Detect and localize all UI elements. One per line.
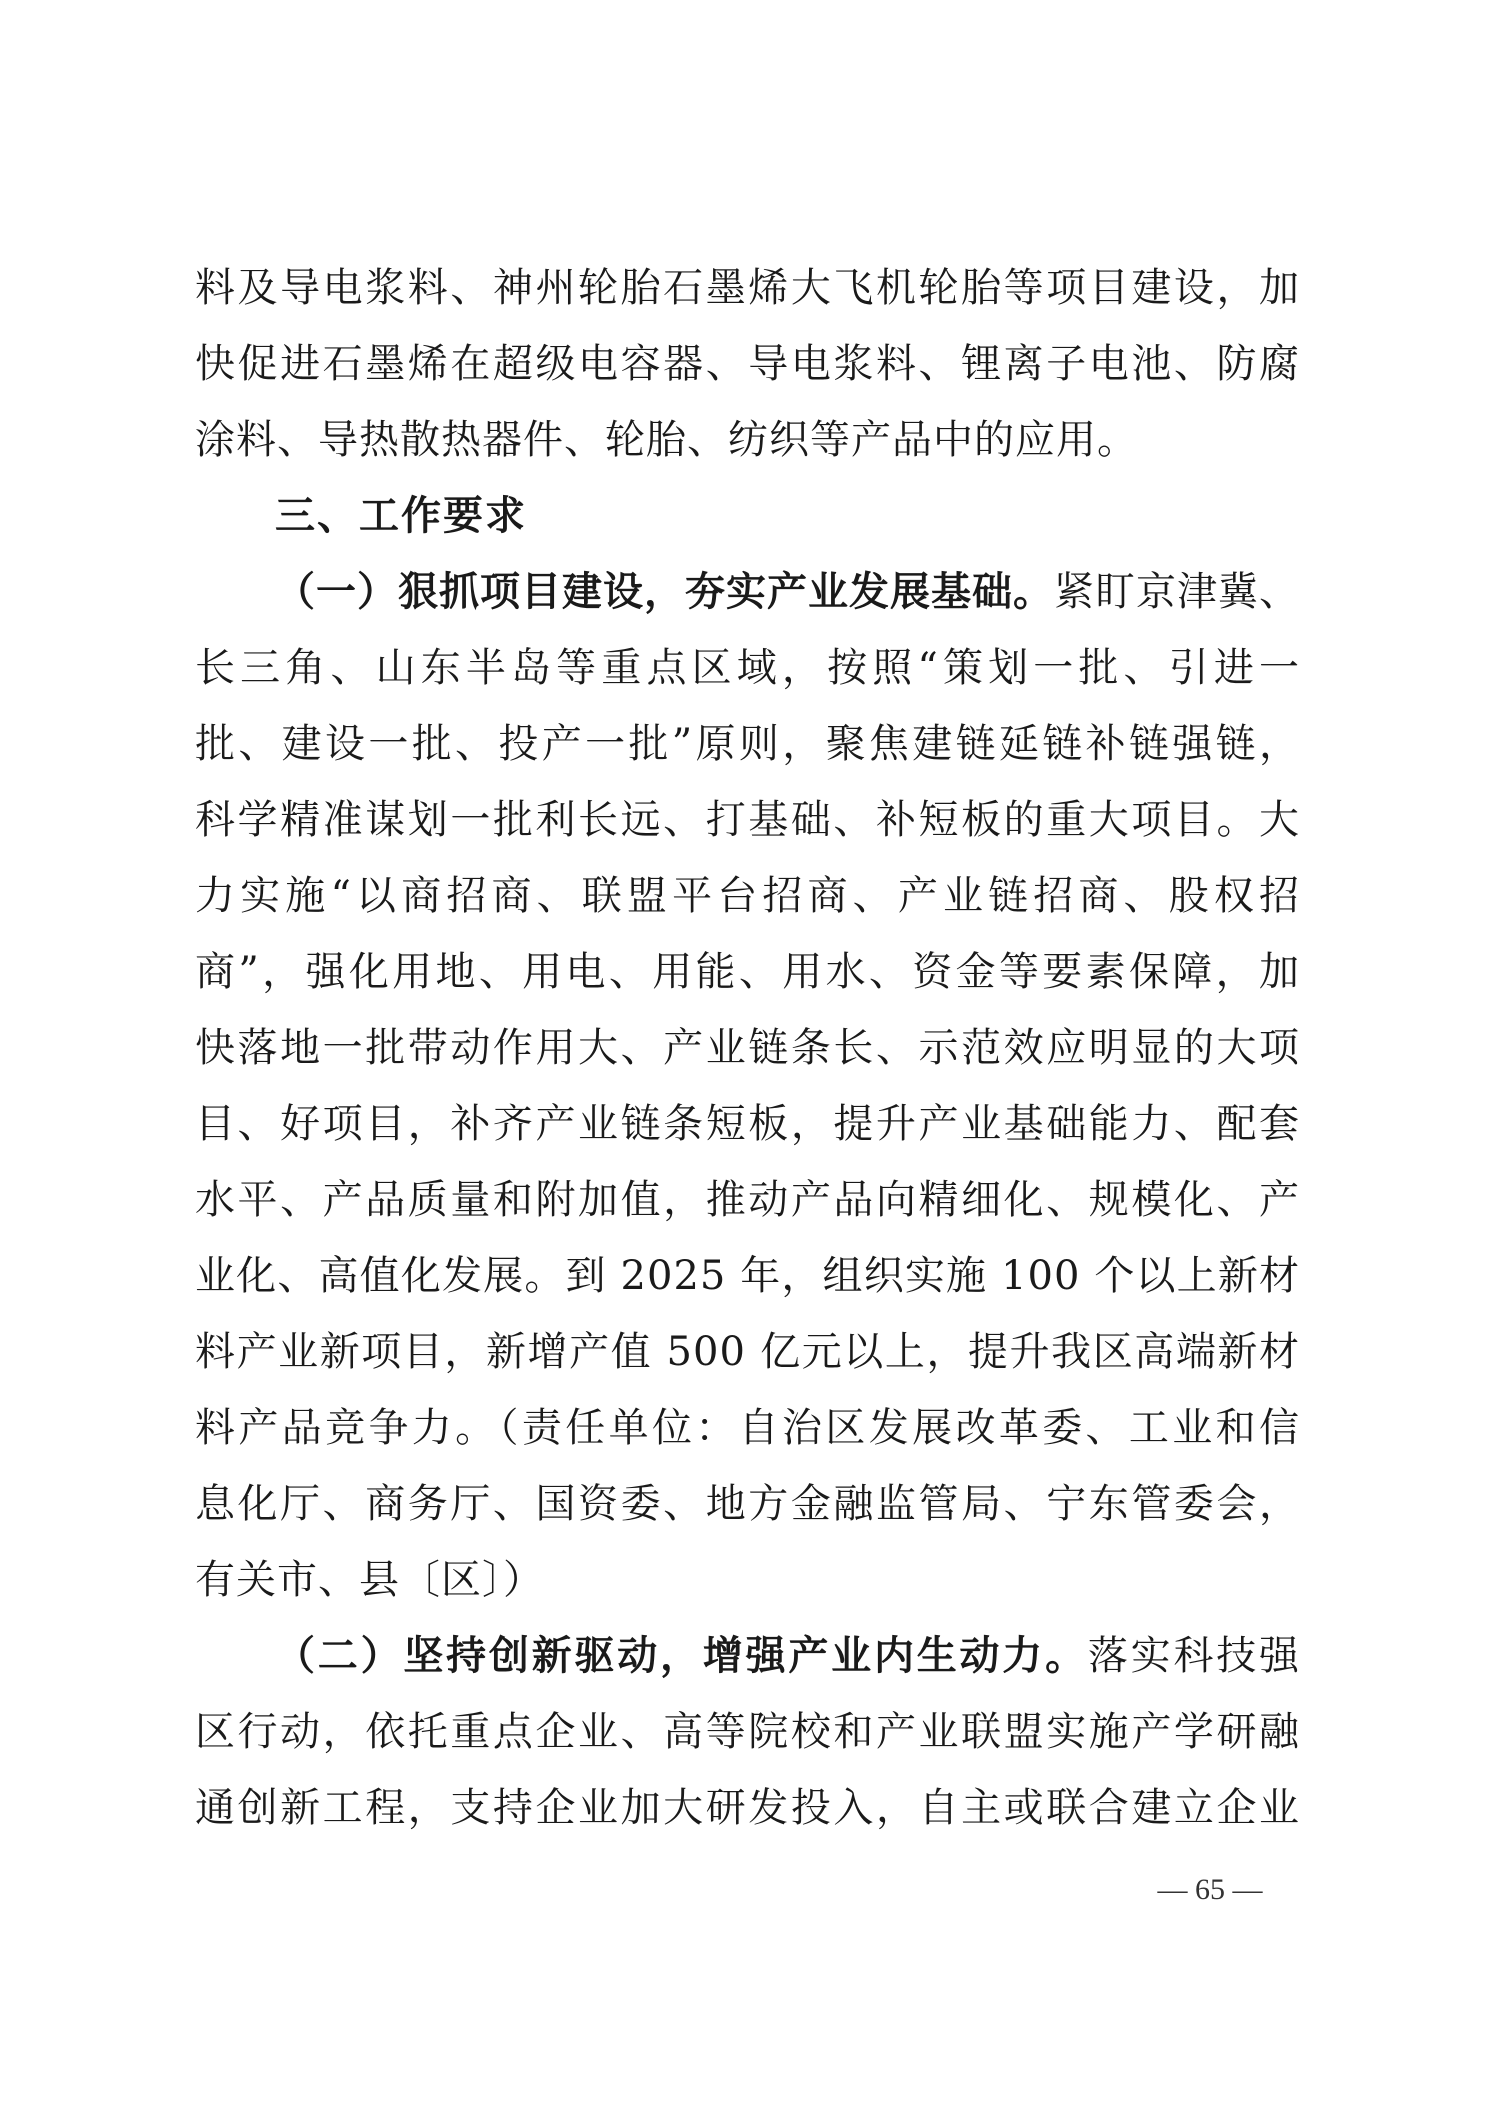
text-line: 业化、高值化发展。到 2025 年，组织实施 100 个以上新材 xyxy=(195,1253,1300,1299)
text-line: 料产业新项目，新增产值 500 亿元以上，提升我区高端新材 xyxy=(195,1329,1300,1375)
text-line: 区行动，依托重点企业、高等院校和产业联盟实施产学研融 xyxy=(195,1709,1300,1755)
text-line: 料产品竞争力。（责任单位：自治区发展改革委、工业和信 xyxy=(195,1405,1300,1451)
section-heading: 三、工作要求 xyxy=(275,493,527,539)
text-line: 商”，强化用地、用电、用能、用水、资金等要素保障，加 xyxy=(195,949,1300,995)
text-line: 长三角、山东半岛等重点区域，按照“策划一批、引进一 xyxy=(195,645,1300,691)
text-line: 快落地一批带动作用大、产业链条长、示范效应明显的大项 xyxy=(195,1025,1300,1071)
text-line: 水平、产品质量和附加值，推动产品向精细化、规模化、产 xyxy=(195,1177,1300,1223)
paragraph-title: （一）狠抓项目建设，夯实产业发展基础。 xyxy=(275,568,1054,615)
document-body xyxy=(195,250,1300,1846)
text-line: 科学精准谋划一批利长远、打基础、补短板的重大项目。大 xyxy=(195,797,1300,843)
page-number: — 65 — xyxy=(1157,1873,1263,1906)
text-line: 涂料、导热散热器件、轮胎、纺织等产品中的应用。 xyxy=(195,417,1138,463)
paragraph-title: （二）坚持创新驱动，增强产业内生动力。 xyxy=(275,1632,1088,1679)
text-line: 力实施“以商招商、联盟平台招商、产业链招商、股权招 xyxy=(195,873,1300,919)
paragraph-start: （二）坚持创新驱动，增强产业内生动力。落实科技强 xyxy=(275,1632,1300,1679)
text-line: 料及导电浆料、神州轮胎石墨烯大飞机轮胎等项目建设，加 xyxy=(195,265,1300,311)
text-line: 有关市、县〔区〕） xyxy=(195,1557,544,1603)
text-line: 快促进石墨烯在超级电容器、导电浆料、锂离子电池、防腐 xyxy=(195,341,1300,387)
text-line: 息化厅、商务厅、国资委、地方金融监管局、宁东管委会， xyxy=(195,1481,1300,1527)
text-line: 通创新工程，支持企业加大研发投入，自主或联合建立企业 xyxy=(195,1785,1300,1831)
paragraph-start: （一）狠抓项目建设，夯实产业发展基础。紧盯京津冀、 xyxy=(275,568,1300,615)
text-line: 批、建设一批、投产一批”原则，聚焦建链延链补链强链， xyxy=(195,721,1300,767)
text-line: 目、好项目，补齐产业链条短板，提升产业基础能力、配套 xyxy=(195,1101,1300,1147)
